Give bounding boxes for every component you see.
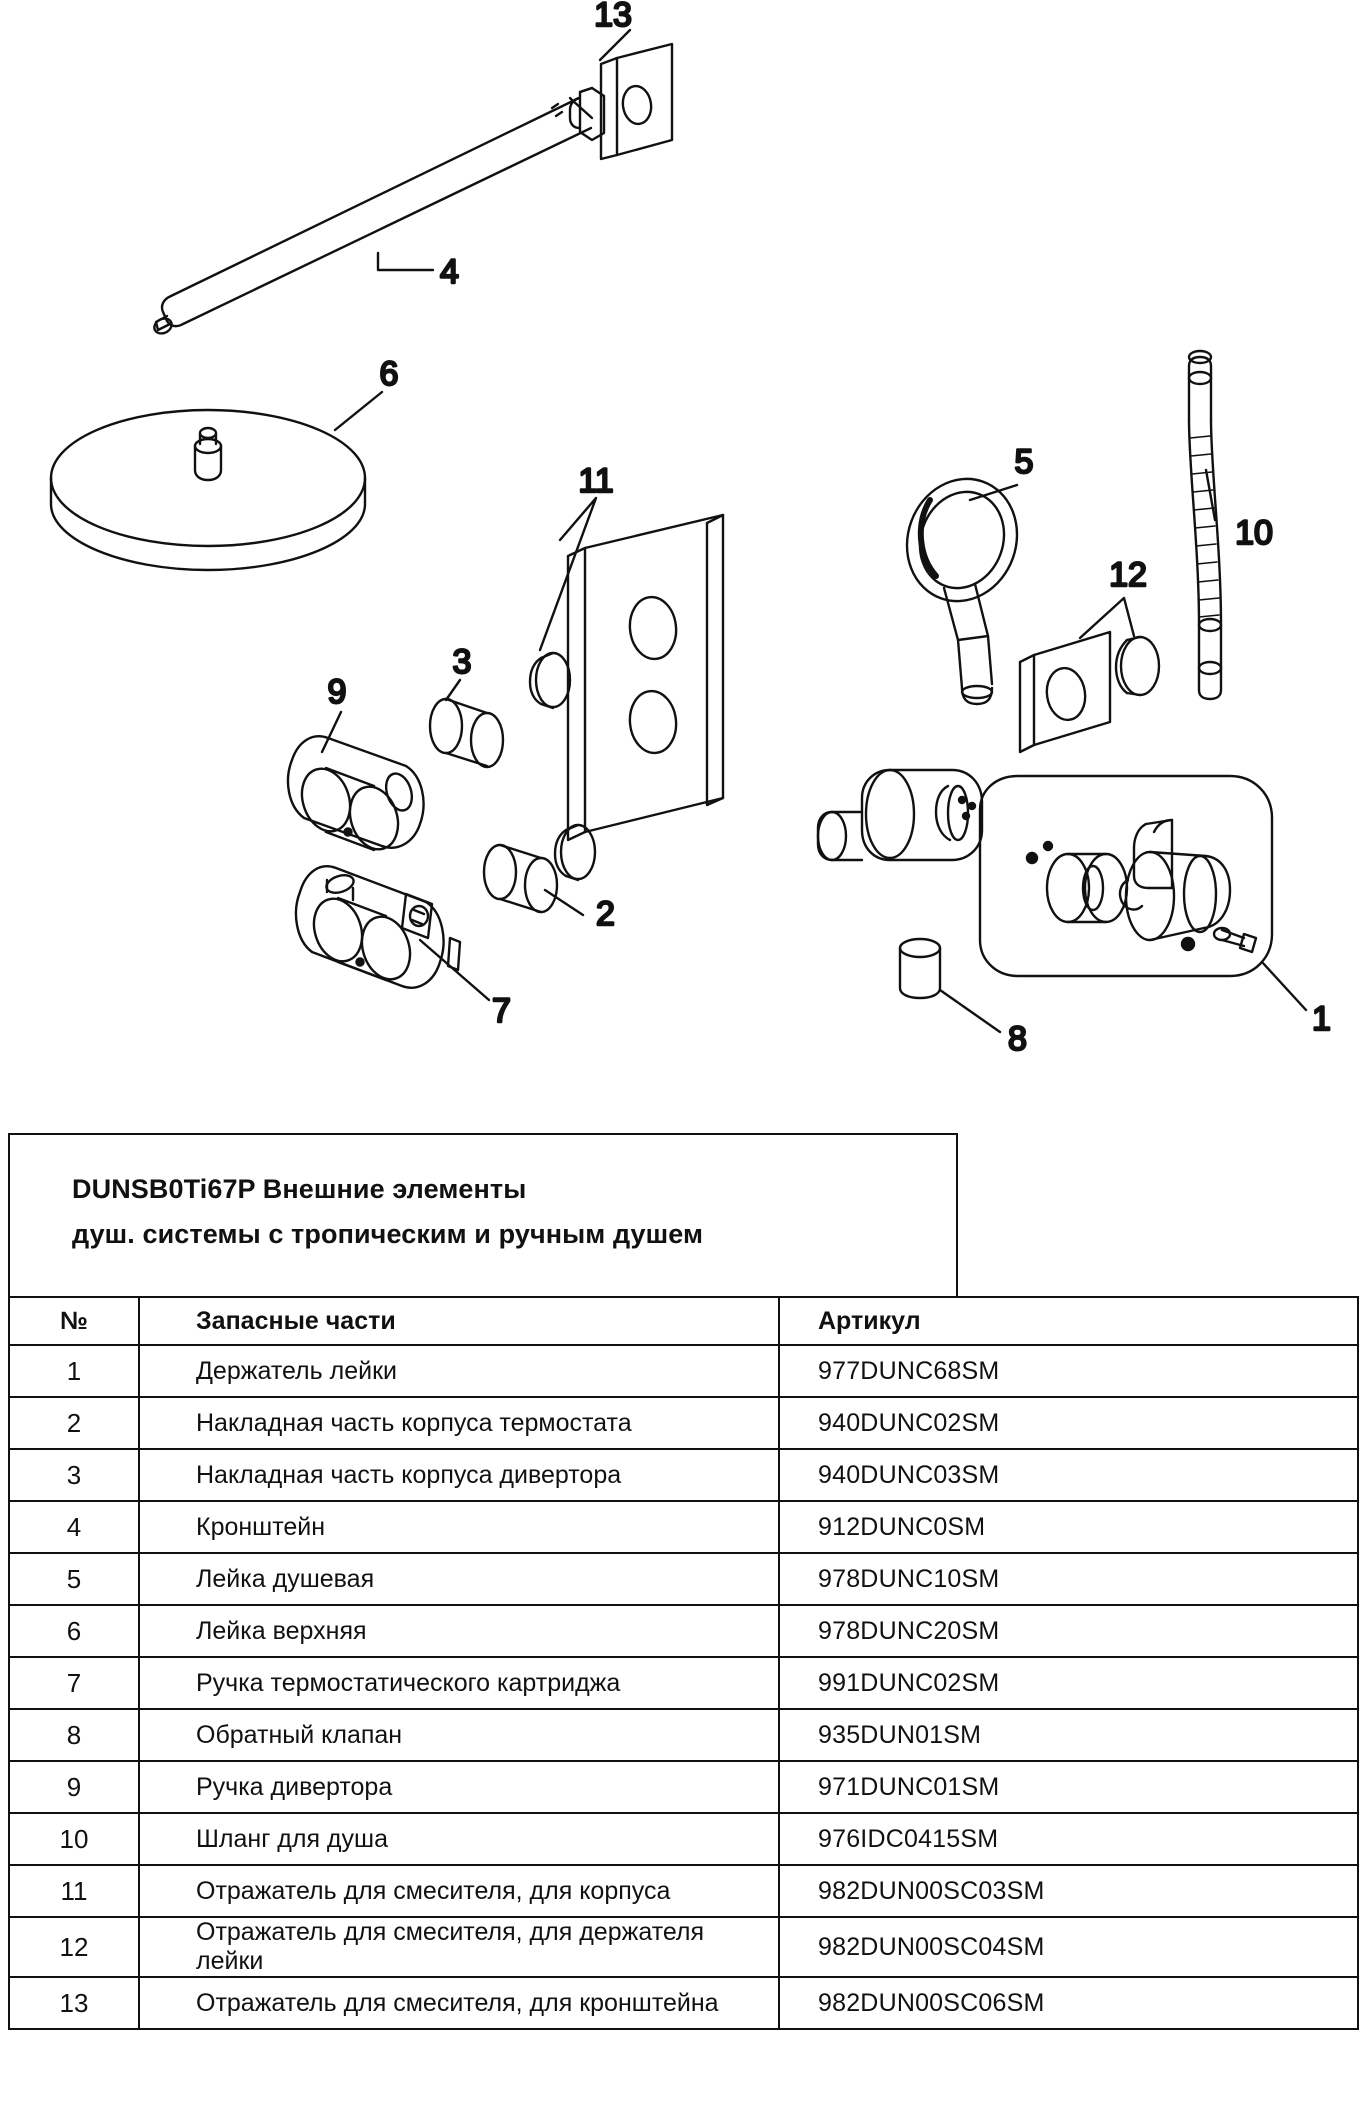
part-1-holder-assembly (980, 776, 1272, 976)
table-row (9, 1345, 1358, 1397)
part-9-diverter-handle (288, 736, 424, 855)
table-row (9, 1865, 1358, 1917)
cell-number: 11 (9, 1865, 139, 1917)
cell-name: Держатель лейки (139, 1345, 779, 1397)
cell-number: 8 (9, 1709, 139, 1761)
header-number: № (9, 1297, 139, 1345)
part-11-ring-lower (555, 825, 595, 880)
part-10-shower-hose (1189, 351, 1221, 699)
cell-number: 9 (9, 1761, 139, 1813)
table-row (9, 1917, 1358, 1977)
leader-6 (335, 392, 382, 430)
leader-2 (545, 890, 583, 915)
cell-article: 935DUN01SM (779, 1709, 1358, 1761)
header-article: Артикул (779, 1297, 1358, 1345)
part-12-escutcheon-holder (1020, 632, 1159, 752)
cell-name: Отражатель для смесителя, для корпуса (139, 1865, 779, 1917)
cell-name: Кронштейн (139, 1501, 779, 1553)
cell-number: 4 (9, 1501, 139, 1553)
cell-article: 940DUNC02SM (779, 1397, 1358, 1449)
part-6-rain-shower-head (51, 410, 365, 570)
cell-article: 971DUNC01SM (779, 1761, 1358, 1813)
cell-name: Лейка душевая (139, 1553, 779, 1605)
table-row (9, 1657, 1358, 1709)
cell-name: Ручка дивертора (139, 1761, 779, 1813)
cell-number: 2 (9, 1397, 139, 1449)
part-1-holder-body-left (818, 770, 982, 860)
leader-3 (446, 680, 460, 700)
table-row (9, 1761, 1358, 1813)
table-row (9, 1813, 1358, 1865)
part-11-cover-plate (568, 515, 723, 840)
table-header-row (9, 1297, 1358, 1345)
cell-number: 6 (9, 1605, 139, 1657)
part-7-thermostat-handle (296, 866, 460, 987)
cell-number: 12 (9, 1917, 139, 1977)
callout-10-label: 10 (1235, 514, 1273, 552)
callout-2-label: 2 (596, 895, 615, 933)
callout-7-label: 7 (492, 992, 511, 1030)
part-2-thermostat-sleeve (484, 845, 557, 912)
table-row (9, 1605, 1358, 1657)
cell-name: Накладная часть корпуса термостата (139, 1397, 779, 1449)
callout-4-label: 4 (440, 253, 459, 291)
part-3-diverter-sleeve (430, 699, 503, 767)
part-4-shower-arm (152, 88, 604, 336)
leader-9 (322, 712, 341, 752)
table-row (9, 1709, 1358, 1761)
callout-11-label: 11 (578, 462, 614, 500)
cell-article: 982DUN00SC06SM (779, 1977, 1358, 2029)
callout-12-label: 12 (1109, 556, 1147, 594)
cell-number: 1 (9, 1345, 139, 1397)
cell-article: 982DUN00SC03SM (779, 1865, 1358, 1917)
table-body (9, 1345, 1358, 2029)
leader-1 (1262, 962, 1306, 1010)
cell-article: 978DUNC10SM (779, 1553, 1358, 1605)
part-13-escutcheon-bracket (601, 44, 672, 159)
cell-article: 977DUNC68SM (779, 1345, 1358, 1397)
cell-article: 940DUNC03SM (779, 1449, 1358, 1501)
table-row (9, 1449, 1358, 1501)
cell-number: 7 (9, 1657, 139, 1709)
cell-name: Накладная часть корпуса дивертора (139, 1449, 779, 1501)
cell-name: Отражатель для смесителя, для кронштейна (139, 1977, 779, 2029)
cell-article: 991DUNC02SM (779, 1657, 1358, 1709)
table-row (9, 1501, 1358, 1553)
part-8-check-valve (900, 939, 940, 998)
cell-name: Ручка термостатического картриджа (139, 1657, 779, 1709)
spare-parts-table (8, 1296, 1359, 2030)
title-line-2: душ. системы с тропическим и ручным душем (72, 1219, 704, 1249)
leader-8 (940, 990, 1000, 1032)
cell-number: 3 (9, 1449, 139, 1501)
callout-5-label: 5 (1014, 443, 1034, 481)
cell-name: Обратный клапан (139, 1709, 779, 1761)
leader-4 (378, 253, 433, 270)
callout-3-label: 3 (452, 643, 472, 681)
cell-article: 978DUNC20SM (779, 1605, 1358, 1657)
cell-number: 13 (9, 1977, 139, 2029)
part-11-ring-upper (530, 653, 570, 708)
callout-13-label: 13 (594, 0, 632, 34)
callout-9-label: 9 (327, 673, 347, 711)
table-row (9, 1977, 1358, 2029)
cell-number: 10 (9, 1813, 139, 1865)
title-block (8, 1133, 958, 1298)
table-row (9, 1397, 1358, 1449)
leader-7 (420, 940, 489, 1000)
callout-8-label: 8 (1008, 1020, 1027, 1058)
cell-name: Отражатель для смесителя, для держателя лейки (139, 1917, 779, 1977)
cell-name: Лейка верхняя (139, 1605, 779, 1657)
table-row (9, 1553, 1358, 1605)
callout-6-label: 6 (379, 355, 399, 393)
cell-article: 912DUNC0SM (779, 1501, 1358, 1553)
callout-1-label: 1 (1312, 1000, 1331, 1038)
cell-name: Шланг для душа (139, 1813, 779, 1865)
part-5-hand-shower (890, 463, 1034, 704)
cell-article: 976IDC0415SM (779, 1813, 1358, 1865)
cell-article: 982DUN00SC04SM (779, 1917, 1358, 1977)
title-line-1: DUNSB0Ti67P Внешние элементы (72, 1174, 527, 1204)
cell-number: 5 (9, 1553, 139, 1605)
header-name: Запасные части (139, 1297, 779, 1345)
